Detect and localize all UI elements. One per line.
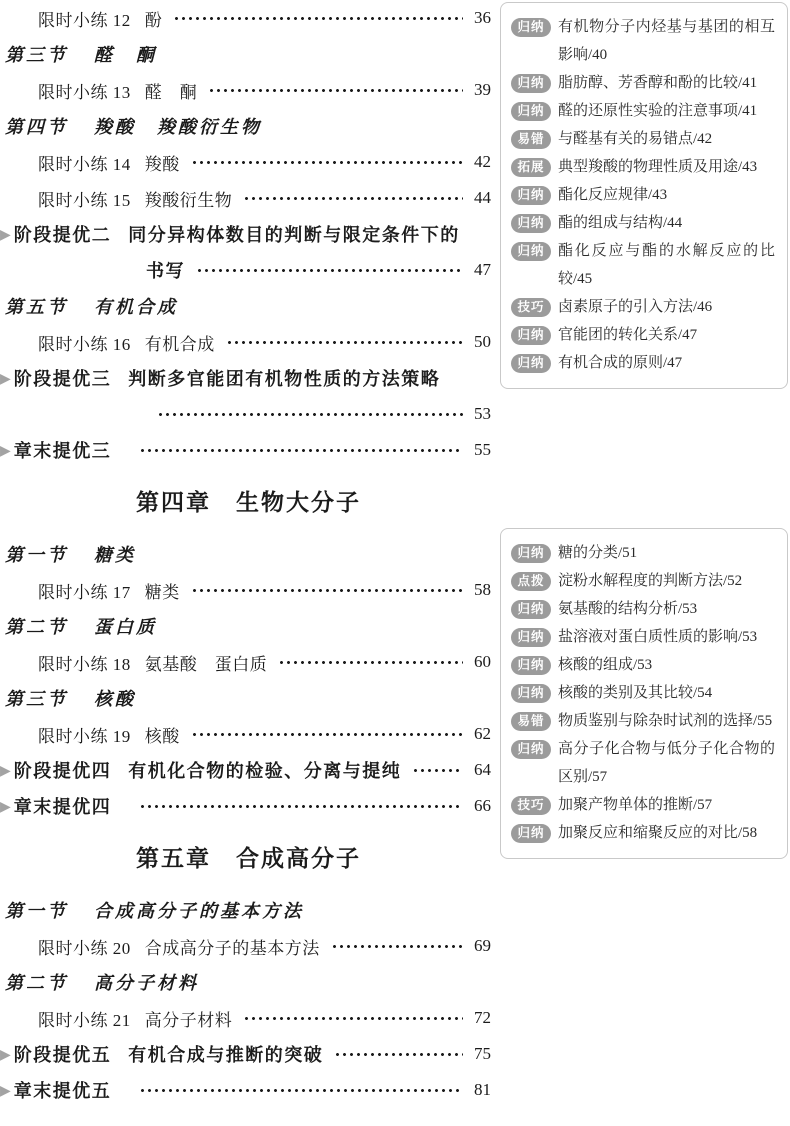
practice-label: 限时小练 20: [38, 938, 131, 958]
practice-label: 限时小练 12: [38, 10, 131, 30]
note-type-badge: 易错: [511, 130, 551, 149]
stage-title: 有机合成与推断的突破: [128, 1045, 324, 1065]
page-number: 75: [474, 1044, 491, 1063]
section-number: 第一节: [5, 545, 68, 565]
note-type-badge: 归纳: [511, 684, 551, 703]
section-number: 第四节: [5, 117, 68, 137]
right-triangle-icon: ▶: [0, 442, 11, 458]
section-title: 有机合成: [94, 297, 178, 317]
practice-title: 羧酸衍生物: [144, 190, 233, 210]
section-number: 第二节: [5, 617, 68, 637]
right-triangle-icon: ▶: [0, 798, 11, 814]
sidebar-note: [511, 735, 775, 791]
right-triangle-icon: ▶: [0, 370, 11, 386]
sidebar-note: [511, 707, 775, 735]
note-text: 醛的还原性实验的注意事项/41: [558, 103, 758, 119]
dot-leader: [332, 1036, 463, 1072]
practice-title: 氨基酸 蛋白质: [144, 654, 268, 674]
toc-practice-entry: [0, 928, 497, 964]
page-number: 36: [474, 8, 491, 27]
toc-practice-entry: [0, 324, 497, 360]
dot-leader: [241, 180, 463, 216]
dot-leader: [137, 432, 463, 468]
dot-leader: [189, 144, 463, 180]
page-number: 64: [474, 760, 491, 779]
chapter-end-label: 章末提优五: [13, 1081, 112, 1101]
note-text: 典型羧酸的物理性质及用途/43: [558, 159, 758, 175]
chapter-end-label: 章末提优四: [13, 797, 112, 817]
note-type-badge: 归纳: [511, 102, 551, 121]
stage-title: 同分异构体数目的判断与限定条件下的: [128, 225, 460, 245]
note-type-badge: 归纳: [511, 18, 551, 37]
stage-entry-continuation: [0, 396, 497, 432]
practice-title: 羧酸: [144, 154, 180, 174]
note-text: 酯化反应规律/43: [558, 187, 668, 203]
toc-practice-entry: [0, 180, 497, 216]
chapter-heading: 第五章 合成高分子: [136, 845, 361, 871]
sidebar-note: [511, 97, 775, 125]
section-title: 合成高分子的基本方法: [94, 901, 304, 921]
toc-practice-entry: [0, 644, 497, 680]
dot-leader: [155, 396, 463, 432]
note-text: 核酸的组成/53: [558, 657, 653, 673]
stage-label: 阶段提优三: [13, 369, 112, 389]
note-type-badge: 技巧: [511, 298, 551, 317]
note-text: 卤素原子的引入方法/46: [558, 299, 713, 315]
note-text: 加聚产物单体的推断/57: [558, 797, 713, 813]
dot-leader: [189, 572, 463, 608]
note-text: 淀粉水解程度的判断方法/52: [558, 573, 743, 589]
page-number: 55: [474, 440, 491, 459]
dot-leader: [241, 1000, 463, 1036]
note-type-badge: 归纳: [511, 740, 551, 759]
note-type-badge: 点拨: [511, 572, 551, 591]
note-type-badge: 归纳: [511, 74, 551, 93]
dot-leader: [206, 72, 463, 108]
stage-entry: [0, 216, 497, 252]
practice-title: 有机合成: [144, 334, 215, 354]
section-title: 核酸: [94, 689, 136, 709]
practice-label: 限时小练 18: [38, 654, 131, 674]
sidebar-note: [511, 623, 775, 651]
note-type-badge: 归纳: [511, 214, 551, 233]
stage-entry: [0, 752, 497, 788]
practice-label: 限时小练 21: [38, 1010, 131, 1030]
sidebar-note: [511, 679, 775, 707]
note-type-badge: 归纳: [511, 824, 551, 843]
stage-label: 阶段提优二: [13, 225, 112, 245]
section-title: 蛋白质: [94, 617, 157, 637]
right-triangle-icon: ▶: [0, 1046, 11, 1062]
chapter-end-label: 章末提优三: [13, 441, 112, 461]
dot-leader: [194, 252, 463, 288]
practice-title: 高分子材料: [144, 1010, 233, 1030]
note-text: 有机物分子内烃基与基团的相互影响/40: [558, 19, 775, 63]
sidebar-note: [511, 819, 775, 847]
section-heading: [0, 288, 497, 324]
sidebar-note: [511, 125, 775, 153]
note-text: 加聚反应和缩聚反应的对比/58: [558, 825, 758, 841]
dot-leader: [329, 928, 463, 964]
note-type-badge: 易错: [511, 712, 551, 731]
sidebar-note: [511, 349, 775, 377]
sidebar-note: [511, 13, 775, 69]
toc-practice-entry: [0, 716, 497, 752]
note-type-badge: 技巧: [511, 796, 551, 815]
note-text: 官能团的转化关系/47: [558, 327, 698, 343]
note-type-badge: 归纳: [511, 186, 551, 205]
page-number: 42: [474, 152, 491, 171]
section-heading: [0, 964, 497, 1000]
practice-label: 限时小练 13: [38, 82, 131, 102]
dot-leader: [410, 752, 463, 788]
section-heading: [0, 680, 497, 716]
page-number: 66: [474, 796, 491, 815]
sidebar-note: [511, 153, 775, 181]
toc-practice-entry: [0, 72, 497, 108]
practice-label: 限时小练 16: [38, 334, 131, 354]
sidebar-note: [511, 209, 775, 237]
practice-label: 限时小练 19: [38, 726, 131, 746]
chapter-end-entry: [0, 788, 497, 824]
note-text: 酯化反应与酯的水解反应的比较/45: [558, 243, 775, 287]
stage-label: 阶段提优五: [13, 1045, 112, 1065]
page-number: 58: [474, 580, 491, 599]
page-number: 50: [474, 332, 491, 351]
note-text: 氨基酸的结构分析/53: [558, 601, 698, 617]
practice-label: 限时小练 15: [38, 190, 131, 210]
section-title: 高分子材料: [94, 973, 199, 993]
note-type-badge: 归纳: [511, 628, 551, 647]
note-text: 酯的组成与结构/44: [558, 215, 683, 231]
page-number: 62: [474, 724, 491, 743]
note-type-badge: 归纳: [511, 544, 551, 563]
right-triangle-icon: ▶: [0, 226, 11, 242]
practice-label: 限时小练 14: [38, 154, 131, 174]
practice-title: 酚: [144, 10, 163, 30]
sidebar-note: [511, 595, 775, 623]
sidebar-box: [500, 528, 788, 859]
stage-entry: [0, 360, 497, 396]
page-number: 47: [474, 260, 491, 279]
sidebar-note: [511, 539, 775, 567]
sidebar-box: [500, 2, 788, 389]
sidebar-note: [511, 321, 775, 349]
toc-practice-entry: [0, 572, 497, 608]
section-heading: [0, 36, 497, 72]
note-text: 糖的分类/51: [558, 545, 638, 561]
practice-title: 醛 酮: [144, 82, 198, 102]
page-number: 39: [474, 80, 491, 99]
note-text: 与醛基有关的易错点/42: [558, 131, 713, 147]
toc-practice-entry: [0, 1000, 497, 1036]
note-text: 有机合成的原则/47: [558, 355, 683, 371]
sidebar-note: [511, 567, 775, 595]
note-type-badge: 归纳: [511, 326, 551, 345]
section-heading: [0, 892, 497, 928]
section-number: 第三节: [5, 689, 68, 709]
note-type-badge: 归纳: [511, 242, 551, 261]
section-title: 醛 酮: [94, 45, 157, 65]
toc-practice-entry: [0, 144, 497, 180]
page-number: 53: [474, 404, 491, 423]
stage-title-continuation: 书写: [146, 261, 185, 281]
sidebar-note: [511, 293, 775, 321]
section-number: 第三节: [5, 45, 68, 65]
note-text: 物质鉴别与除杂时试剂的选择/55: [558, 713, 773, 729]
practice-title: 糖类: [144, 582, 180, 602]
stage-entry-continuation: [0, 252, 497, 288]
dot-leader: [276, 644, 463, 680]
stage-entry: [0, 1036, 497, 1072]
page-number: 81: [474, 1080, 491, 1099]
note-text: 高分子化合物与低分子化合物的区别/57: [558, 741, 775, 785]
note-type-badge: 归纳: [511, 656, 551, 675]
sidebar-note: [511, 651, 775, 679]
stage-title: 有机化合物的检验、分离与提纯: [128, 761, 402, 781]
section-number: 第五节: [5, 297, 68, 317]
toc-practice-entry: [0, 0, 497, 36]
sidebar-note: [511, 791, 775, 819]
note-type-badge: 拓展: [511, 158, 551, 177]
right-triangle-icon: ▶: [0, 1082, 11, 1098]
section-title: 糖类: [94, 545, 136, 565]
sidebar-note: [511, 237, 775, 293]
note-type-badge: 归纳: [511, 354, 551, 373]
page-number: 72: [474, 1008, 491, 1027]
stage-label: 阶段提优四: [13, 761, 112, 781]
chapter-heading: 第四章 生物大分子: [136, 489, 361, 515]
note-type-badge: 归纳: [511, 600, 551, 619]
chapter-end-entry: [0, 1072, 497, 1108]
section-heading: [0, 608, 497, 644]
section-number: 第二节: [5, 973, 68, 993]
dot-leader: [137, 1072, 463, 1108]
note-text: 核酸的类别及其比较/54: [558, 685, 713, 701]
practice-title: 核酸: [144, 726, 180, 746]
page-number: 60: [474, 652, 491, 671]
note-text: 盐溶液对蛋白质性质的影响/53: [558, 629, 758, 645]
dot-leader: [171, 0, 463, 36]
dot-leader: [189, 716, 463, 752]
sidebar-note: [511, 181, 775, 209]
stage-title: 判断多官能团有机物性质的方法策略: [128, 369, 441, 389]
page-number: 69: [474, 936, 491, 955]
section-heading: [0, 108, 497, 144]
practice-label: 限时小练 17: [38, 582, 131, 602]
section-number: 第一节: [5, 901, 68, 921]
dot-leader: [137, 788, 463, 824]
section-heading: [0, 536, 497, 572]
practice-title: 合成高分子的基本方法: [144, 938, 320, 958]
right-triangle-icon: ▶: [0, 762, 11, 778]
sidebar-note: [511, 69, 775, 97]
dot-leader: [224, 324, 463, 360]
note-text: 脂肪醇、芳香醇和酚的比较/41: [558, 75, 758, 91]
chapter-end-entry: [0, 432, 497, 468]
page-number: 44: [474, 188, 491, 207]
section-title: 羧酸 羧酸衍生物: [94, 117, 262, 137]
